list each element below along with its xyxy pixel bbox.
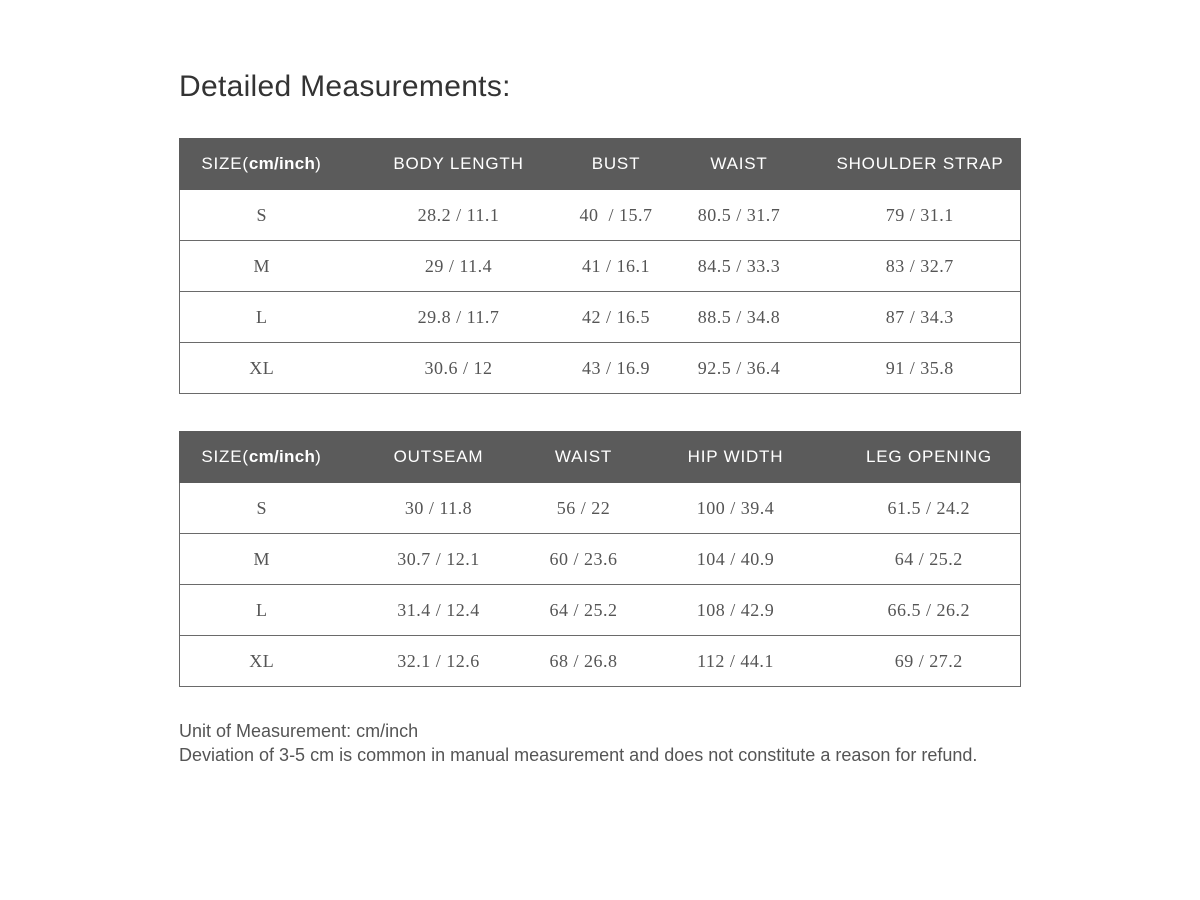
table-row <box>180 534 1021 585</box>
outseam-cell: 31.4 / 12.4 <box>344 585 534 636</box>
body-length-cell: 28.2 / 11.1 <box>344 190 574 241</box>
leg-opening-cell: 66.5 / 26.2 <box>838 585 1021 636</box>
size-cell: S <box>180 483 344 534</box>
bust-cell: 43 / 16.9 <box>574 343 659 394</box>
shoulder-strap-cell: 79 / 31.1 <box>820 190 1021 241</box>
shoulder-strap-cell: 83 / 32.7 <box>820 241 1021 292</box>
body-length-cell: 29.8 / 11.7 <box>344 292 574 343</box>
body-length-cell: 30.6 / 12 <box>344 343 574 394</box>
outseam-cell: 30 / 11.8 <box>344 483 534 534</box>
column-header-outseam: OUTSEAM <box>344 432 534 483</box>
size-header-unit: cm/inch <box>248 154 316 173</box>
body-length-cell: 29 / 11.4 <box>344 241 574 292</box>
column-header-waist: WAIST <box>534 432 634 483</box>
leg-opening-cell: 69 / 27.2 <box>838 636 1021 687</box>
waist-cell: 88.5 / 34.8 <box>659 292 820 343</box>
column-header-hip-width: HIP WIDTH <box>634 432 838 483</box>
size-cell: XL <box>180 343 344 394</box>
hip-width-cell: 112 / 44.1 <box>634 636 838 687</box>
size-cell: L <box>180 292 344 343</box>
size-header-unit: cm/inch <box>248 447 316 466</box>
table-row <box>180 190 1021 241</box>
shoulder-strap-cell: 87 / 34.3 <box>820 292 1021 343</box>
deviation-note: Deviation of 3-5 cm is common in manual measurement and does not constitute a reason for refund. <box>179 745 978 765</box>
size-column-header <box>180 139 344 190</box>
table-row <box>180 636 1021 687</box>
size-cell: M <box>180 534 344 585</box>
table-header-row <box>180 432 1021 483</box>
table-row <box>180 241 1021 292</box>
waist-cell: 64 / 25.2 <box>534 585 634 636</box>
waist-cell: 68 / 26.8 <box>534 636 634 687</box>
hip-width-cell: 108 / 42.9 <box>634 585 838 636</box>
size-header-suffix: ) <box>315 154 322 173</box>
table-header-row <box>180 139 1021 190</box>
table-row <box>180 585 1021 636</box>
size-header-prefix: SIZE( <box>201 154 249 173</box>
unit-note: Unit of Measurement: cm/inch <box>179 721 419 741</box>
table-row <box>180 483 1021 534</box>
page-title: Detailed Measurements: <box>179 70 511 103</box>
outseam-cell: 30.7 / 12.1 <box>344 534 534 585</box>
hip-width-cell: 104 / 40.9 <box>634 534 838 585</box>
size-cell: S <box>180 190 344 241</box>
leg-opening-cell: 61.5 / 24.2 <box>838 483 1021 534</box>
waist-cell: 84.5 / 33.3 <box>659 241 820 292</box>
table-row <box>180 292 1021 343</box>
hip-width-cell: 100 / 39.4 <box>634 483 838 534</box>
bottom-measurement-table <box>179 431 1021 687</box>
table-row <box>180 343 1021 394</box>
leg-opening-cell: 64 / 25.2 <box>838 534 1021 585</box>
size-column-header <box>180 432 344 483</box>
waist-cell: 80.5 / 31.7 <box>659 190 820 241</box>
size-cell: XL <box>180 636 344 687</box>
top-measurement-table <box>179 138 1021 394</box>
waist-cell: 60 / 23.6 <box>534 534 634 585</box>
column-header-body-length: BODY LENGTH <box>344 139 574 190</box>
size-cell: M <box>180 241 344 292</box>
waist-cell: 56 / 22 <box>534 483 634 534</box>
size-header-suffix: ) <box>315 447 322 466</box>
waist-cell: 92.5 / 36.4 <box>659 343 820 394</box>
measurement-notes <box>179 719 977 767</box>
column-header-waist: WAIST <box>659 139 820 190</box>
column-header-leg-opening: LEG OPENING <box>838 432 1021 483</box>
column-header-bust: BUST <box>574 139 659 190</box>
bust-cell: 41 / 16.1 <box>574 241 659 292</box>
outseam-cell: 32.1 / 12.6 <box>344 636 534 687</box>
column-header-shoulder-strap: SHOULDER STRAP <box>820 139 1021 190</box>
shoulder-strap-cell: 91 / 35.8 <box>820 343 1021 394</box>
size-header-prefix: SIZE( <box>201 447 249 466</box>
bust-cell: 42 / 16.5 <box>574 292 659 343</box>
bust-cell: 40 / 15.7 <box>574 190 659 241</box>
size-cell: L <box>180 585 344 636</box>
